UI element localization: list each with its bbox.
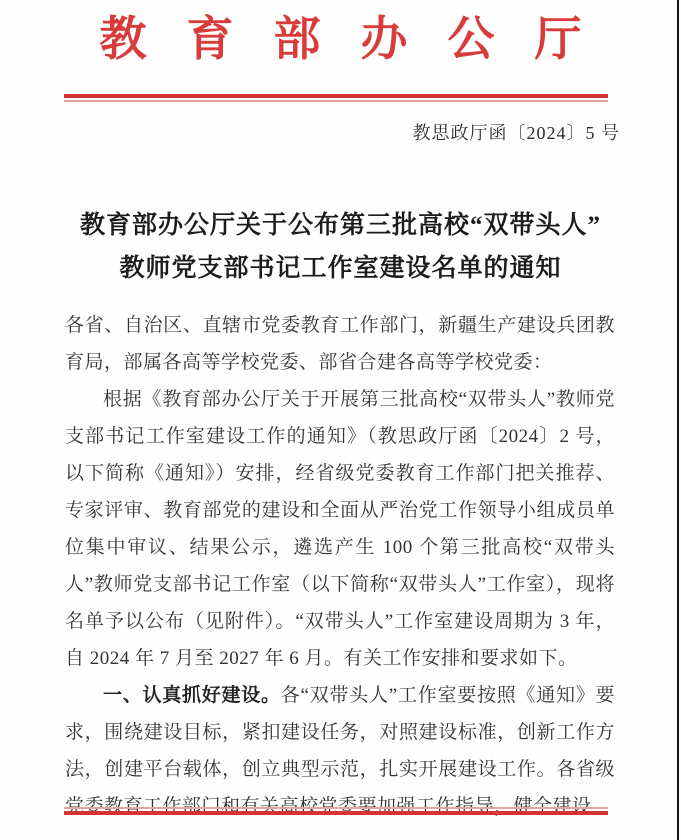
- document-title-line2: 教师党支部书记工作室建设名单的通知: [119, 255, 562, 282]
- basis-paragraph: 根据《教育部办公厅关于开展第三批高校“双带头人”教师党支部书记工作室建设工作的通知》（教思政厅函〔2024〕2 号，以下简称《通知》）安排，经省级党委教育工作部门把关推荐、专家评审、教育部党的建设和全面从严治党工作领导小组成员单位集中审议、结果公示，遴选产生 100 个第三批高校“双带头人”教师党支部书记工作室（以下简称“双带头人”工作室），现将名单予以公布（见附件）。“双带头人”工作室建设周期为 3 年，自 2024 年 7 月至 2027 年 6 月。有关工作安排和要求如下。: [65, 389, 615, 669]
- item1-paragraph: [65, 677, 615, 825]
- salutation-paragraph: 各省、自治区、直辖市党委教育工作部门，新疆生产建设兵团教育局，部属各高等学校党委、部省合建各高等学校党委：: [65, 315, 615, 373]
- red-header-rule: [64, 94, 608, 102]
- item1-text: 各“双带头人”工作室要按照《通知》要求，围绕建设目标，紧扣建设任务，对照建设标准，创新工作方法，创建平台载体，创立典型示范，扎实开展建设工作。各省级党委教育工作部门和有关高校党委要加强工作指导，健全建设: [65, 685, 615, 817]
- document-body: [65, 307, 615, 825]
- red-footer-rule: [64, 807, 608, 815]
- document-number: 教思政厅函〔2024〕5 号: [412, 123, 620, 143]
- agency-name: 教育部办公厅: [99, 14, 622, 66]
- document-title-line1: 教育部办公厅关于公布第三批高校“双带头人”: [79, 212, 601, 239]
- scan-edge-artifact: [677, 0, 679, 840]
- document-title: [0, 204, 681, 290]
- letterhead: [0, 0, 681, 76]
- item1-heading: 一、认真抓好建设。: [103, 685, 281, 706]
